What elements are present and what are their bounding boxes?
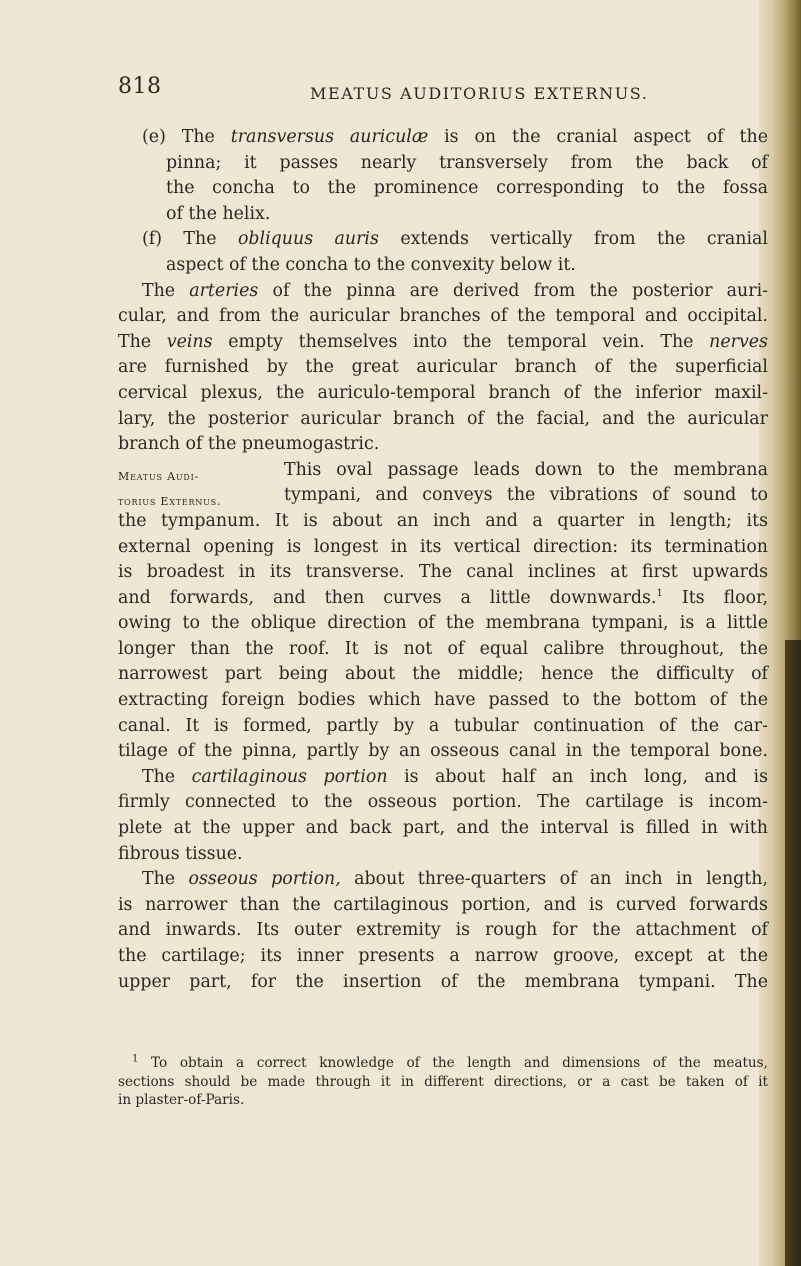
text-line: longer than the roof. It is not of equal calibre throughout, the xyxy=(118,638,768,659)
text-line: tympani, and conveys the vibrations of sound to xyxy=(284,485,768,506)
text-line: is broadest in its transverse. The canal inclines at first upwards xyxy=(118,562,768,583)
text-line: tilage of the pinna, partly by an osseous canal in the temporal bone. xyxy=(118,741,768,762)
text-line: This oval passage leads down to the membrana xyxy=(284,459,768,480)
text-line: branch of the pneumogastric. xyxy=(118,434,380,455)
text-line: pinna; it passes nearly transversely from the back of xyxy=(166,152,768,173)
footnote-line: sections should be made through it in different directions, or a cast be taken of it xyxy=(118,1073,768,1090)
text-line: the cartilage; its inner presents a narrow groove, except at the xyxy=(118,946,768,966)
text-line: The cartilaginous portion is about half an inch long, and is xyxy=(142,766,768,787)
text-line: external opening is longest in its vertical direction: its termination xyxy=(118,536,768,557)
text-line: The osseous portion, about three-quarters of an inch in length, xyxy=(142,869,769,890)
footnote-ref: 1 xyxy=(656,587,663,599)
page-edge-dark xyxy=(785,640,801,1266)
text-line: the tympanum. It is about an inch and a quarter in length; its xyxy=(118,510,768,531)
text-line: firmly connected to the osseous portion. The cartilage is incom- xyxy=(118,792,768,813)
page-number: 818 xyxy=(118,74,162,99)
text-line: narrowest part being about the middle; hence the difficulty of xyxy=(118,664,768,685)
text-line: cular, and from the auricular branches of the temporal and occipital. xyxy=(118,306,768,327)
text-line: cervical plexus, the auriculo-temporal branch of the inferior maxil- xyxy=(118,382,768,403)
text-line: and inwards. Its outer extremity is rough for the attachment of xyxy=(118,920,768,941)
sidenote-line-1: Meatus Audi- xyxy=(118,469,200,483)
text-line: fibrous tissue. xyxy=(118,843,243,864)
running-head: MEATUS AUDITORIUS EXTERNUS. xyxy=(310,84,649,103)
meatus-section xyxy=(118,458,768,509)
footnote xyxy=(118,1054,768,1110)
body-text xyxy=(118,125,768,995)
text-line: aspect of the concha to the convexity below it. xyxy=(166,254,576,275)
text-line: extracting foreign bodies which have passed to the bottom of the xyxy=(118,690,768,711)
text-line: The veins empty themselves into the temporal vein. The nerves xyxy=(118,331,768,352)
footnote-marker: 1 xyxy=(132,1053,139,1065)
sidenote-line-2: torius Externus. xyxy=(118,494,222,508)
text-line: owing to the oblique direction of the membrana tympani, is a little xyxy=(118,613,768,634)
text-line: (e) The transversus auriculæ is on the cranial aspect of the xyxy=(142,127,768,147)
text-line: The arteries of the pinna are derived from the posterior auri- xyxy=(142,280,769,301)
text-line: lary, the posterior auricular branch of the facial, and the auricular xyxy=(118,408,768,429)
text-line: the concha to the prominence corresponding to the fossa xyxy=(166,178,768,199)
footnote-line: $^1$ To obtain a correct knowledge of the length and dimensions of the meatus, xyxy=(132,1053,768,1071)
text-line: is narrower than the cartilaginous portion, and is curved forwards xyxy=(118,894,768,915)
text-line: are furnished by the great auricular branch of the superficial xyxy=(118,357,768,378)
text-line: upper part, for the insertion of the membrana tympani. The xyxy=(118,971,768,992)
text-line: plete at the upper and back part, and the interval is filled in with xyxy=(118,818,768,839)
page-header xyxy=(118,74,768,106)
text-line: canal. It is formed, partly by a tubular continuation of the car- xyxy=(118,715,768,736)
text-line: of the helix. xyxy=(166,203,271,224)
text-line: (f) The obliquus auris extends vertically from the cranial xyxy=(142,229,768,250)
footnote-line: in plaster-of-Paris. xyxy=(118,1092,245,1109)
text-line: and forwards, and then curves a little downwards.$^1$ Its floor, xyxy=(118,587,769,608)
